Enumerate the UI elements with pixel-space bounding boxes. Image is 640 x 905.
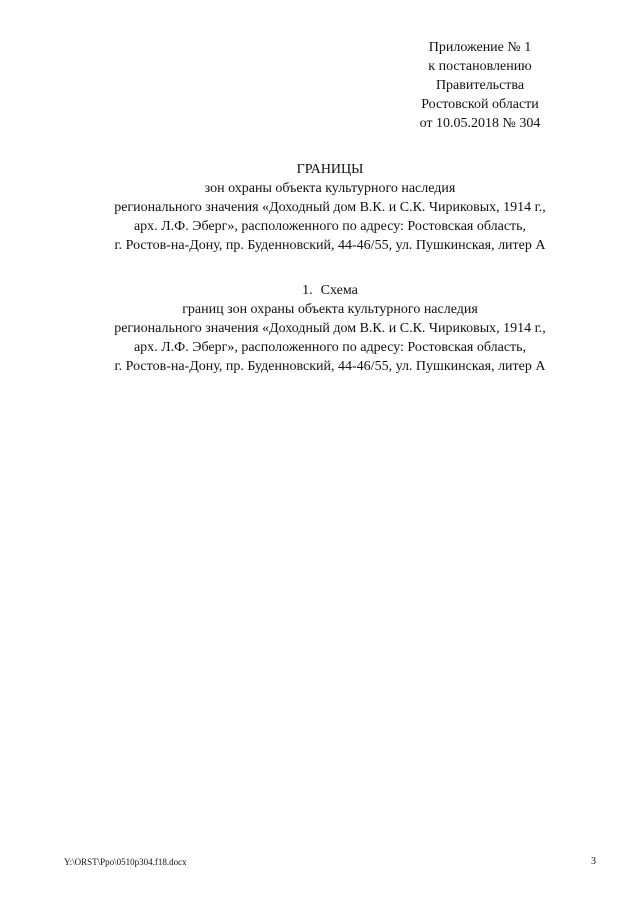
footer-file-path: Y:\ORST\Ppo\0510p304.f18.docx	[64, 857, 187, 867]
heading-line: арх. Л.Ф. Эберг», расположенного по адресу: Ростовская область,	[133, 219, 527, 234]
section-scheme	[60, 281, 600, 376]
heading-line: г. Ростов-на-Дону, пр. Буденновский, 44-46/55, ул. Пушкинская, литер А	[114, 238, 546, 253]
section-title: Схема	[320, 283, 358, 298]
appendix-line: Приложение № 1	[428, 40, 532, 55]
document-title: ГРАНИЦЫ	[296, 162, 364, 177]
section-line: границ зон охраны объекта культурного наследия	[182, 302, 478, 317]
section-line: регионального значения «Доходный дом В.К. и С.К. Чириковых, 1914 г.,	[114, 321, 546, 336]
appendix-line: Ростовской области	[421, 97, 539, 112]
section-line: г. Ростов-на-Дону, пр. Буденновский, 44-46/55, ул. Пушкинская, литер А	[114, 359, 546, 374]
heading-line: зон охраны объекта культурного наследия	[204, 181, 456, 196]
document-heading	[60, 160, 600, 255]
section-number: 1.	[302, 283, 313, 298]
heading-line: регионального значения «Доходный дом В.К. и С.К. Чириковых, 1914 г.,	[114, 200, 546, 215]
appendix-line: Правительства	[435, 78, 525, 93]
section-title-row	[60, 281, 600, 300]
appendix-header	[380, 38, 580, 133]
appendix-line: от 10.05.2018 № 304	[419, 116, 541, 131]
footer-page-number: 3	[591, 856, 596, 867]
section-line: арх. Л.Ф. Эберг», расположенного по адресу: Ростовская область,	[133, 340, 527, 355]
appendix-line: к постановлению	[428, 59, 532, 74]
